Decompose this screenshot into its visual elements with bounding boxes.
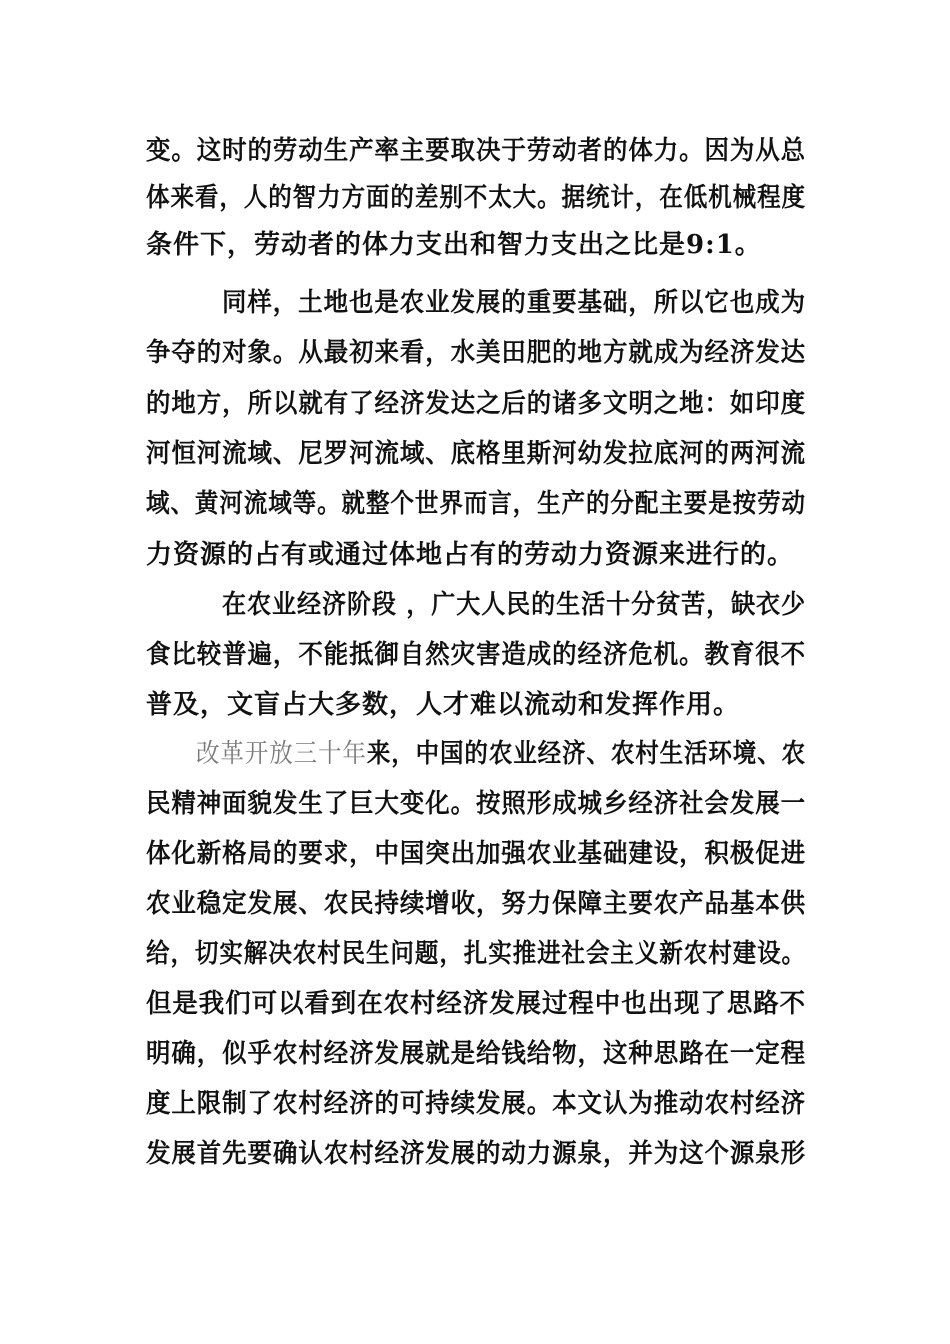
text-line-20: 度上限制了农村经济的可持续发展。本文认为推动农村经济: [146, 1089, 807, 1119]
text-line-8: 域、黄河流域等。就整个世界而言，生产的分配主要是按劳动: [146, 489, 806, 519]
text-line-13: [196, 737, 806, 771]
text-line-12: 普及，文盲占大多数，人才难以流动和发挥作用。: [146, 690, 741, 720]
text-line-21: 发展首先要确认农村经济发展的动力源泉，并为这个源泉形: [146, 1139, 807, 1169]
text-line-9: 力资源的占有或通过体地占有的劳动力资源来进行的。: [146, 540, 795, 570]
text-line-1: 变。这时的劳动生产率主要取决于劳动者的体力。因为从总: [146, 136, 807, 166]
text-line-3: 条件下，劳动者的体力支出和智力支出之比是9:1。: [146, 230, 762, 260]
text-line-7: 河恒河流域、尼罗河流域、底格里斯河幼发拉底河的两河流: [146, 439, 807, 469]
text-line-14: 民精神面貌发生了巨大变化。按照形成城乡经济社会发展一: [146, 789, 807, 819]
text-line-4: 同样，土地也是农业发展的重要基础，所以它也成为: [222, 288, 807, 318]
highlighted-phrase: 改革开放三十年: [196, 739, 367, 769]
text-line-19: 明确，似乎农村经济发展就是给钱给物，这种思路在一定程: [146, 1039, 807, 1069]
text-line-5: 争夺的对象。从最初来看，水美田肥的地方就成为经济发达: [146, 338, 807, 368]
text-line-15: 体化新格局的要求，中国突出加强农业基础建设，积极促进: [146, 839, 807, 869]
text-line-13-rest: 来，中国的农业经济、农村生活环境、农: [366, 739, 807, 769]
text-line-17: 给，切实解决农村民生问题，扎实推进社会主义新农村建设。: [146, 939, 806, 969]
text-line-10: 在农业经济阶段 ，广大人民的生活十分贫苦，缺衣少: [222, 590, 807, 620]
text-line-11: 食比较普遍，不能抵御自然灾害造成的经济危机。教育很不: [146, 640, 807, 670]
text-line-6: 的地方，所以就有了经济发达之后的诸多文明之地：如印度: [146, 389, 807, 419]
text-line-2: 体来看，人的智力方面的差别不太大。据统计，在低机械程度: [146, 183, 806, 213]
text-line-18: 但是我们可以看到在农村经济发展过程中也出现了思路不: [146, 989, 807, 1019]
text-line-16: 农业稳定发展、农民持续增收，努力保障主要农产品基本供: [146, 889, 807, 919]
